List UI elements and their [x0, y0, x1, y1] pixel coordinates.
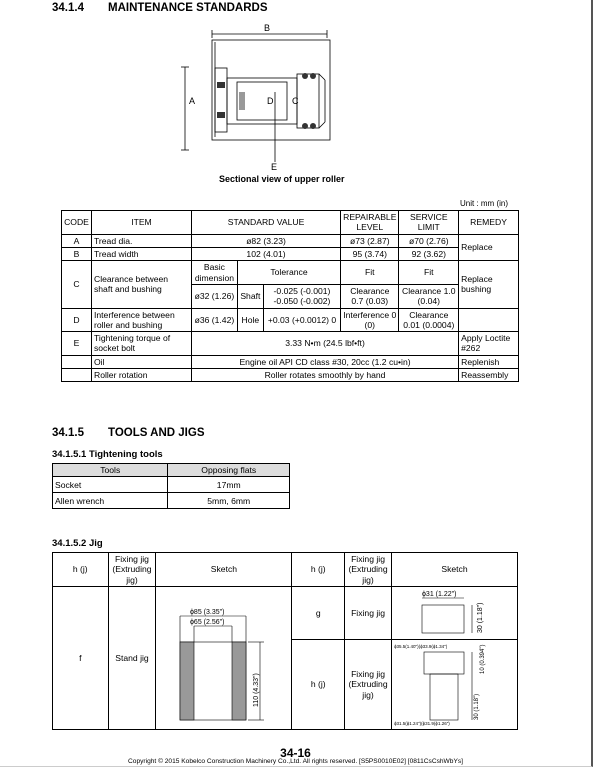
jig-h-sketch [391, 640, 517, 729]
th-code: CODE [62, 211, 92, 235]
h-dim-30: 30 (1.18") [473, 694, 480, 721]
th-jig-2: Fixing jig (Extruding jig) [345, 553, 392, 587]
row-oil-item: Oil [91, 355, 191, 368]
row-d-tol: +0.03 (+0.0012) 0 [263, 308, 340, 332]
tool-allen-flats: 5mm, 6mm [168, 493, 290, 509]
page-number: 34-16 [280, 746, 311, 760]
row-b-std: 102 (4.01) [191, 247, 340, 260]
jig-g-symbol: g [292, 586, 345, 639]
label-d: D [267, 96, 274, 106]
th-sketch-2: Sketch [391, 553, 517, 587]
th-jig-1: Fixing jig (Extruding jig) [108, 553, 156, 587]
row-c-item: Clearance between shaft and bushing [91, 261, 191, 308]
g-dim-30: 30 (1.18") [476, 602, 484, 633]
unit-note: Unit : mm (in) [460, 199, 508, 208]
row-c-code: C [62, 261, 92, 308]
figure-caption: Sectional view of upper roller [219, 174, 345, 184]
row-d-svc: Clearance 0.01 (0.0004) [399, 308, 459, 332]
f-dim-110: 110 (4.33") [253, 672, 261, 707]
th-remedy: REMEDY [459, 211, 519, 235]
row-e-std: 3.33 N•m (24.5 lbf•ft) [191, 332, 458, 356]
label-c: C [292, 96, 299, 106]
row-a-code: A [62, 234, 92, 247]
section-heading-34-1-4: 34.1.4 MAINTENANCE STANDARDS [52, 2, 268, 14]
jig-f-name: Stand jig [108, 586, 156, 729]
label-b: B [264, 23, 271, 33]
basic-label: Basic dimension [191, 261, 237, 285]
jig-g-sketch [391, 586, 517, 639]
row-c-remedy: Replace bushing [459, 261, 519, 308]
h-dim-top: ϕ35.5(1.40")(ϕ33.9(ϕ1.34") [393, 644, 448, 650]
row-d-item: Interference between roller and bushing [91, 308, 191, 332]
row-d-basic: ø36 (1.42) [191, 308, 237, 332]
h-dim-bottom: ϕ31.5(ϕ1.24")(ϕ31.9(ϕ1.26") [393, 721, 450, 727]
row-oil-std: Engine oil API CD class #30, 20cc (1.2 cu•in) [191, 355, 458, 368]
row-b-rep: 95 (3.74) [341, 247, 399, 260]
th-tools: Tools [53, 464, 168, 477]
row-rot-item: Roller rotation [91, 369, 191, 382]
remedy-ab: Replace [459, 234, 519, 261]
label-a: A [189, 96, 196, 106]
th-item: ITEM [91, 211, 191, 235]
fit-label-1: Fit [341, 261, 399, 285]
th-standard: STANDARD VALUE [191, 211, 340, 235]
row-b-svc: 92 (3.62) [399, 247, 459, 260]
section-heading-34-1-5: 34.1.5 TOOLS AND JIGS [52, 427, 205, 439]
th-sketch-1: Sketch [156, 553, 292, 587]
th-opposing-flats: Opposing flats [168, 464, 290, 477]
copyright: Copyright © 2015 Kobelco Construction Machinery Co.,Ltd. All rights reserved. [S5PS0010E02] [0811CsCshWbYs] [128, 758, 463, 765]
row-b-item: Tread width [91, 247, 191, 260]
tolerance-label: Tolerance [237, 261, 340, 285]
th-symbol-1: h (j) [53, 553, 109, 587]
jig-title: 34.1.5.2 Jig [52, 538, 103, 549]
row-a-std: ø82 (3.23) [191, 234, 340, 247]
row-a-rep: ø73 (2.87) [341, 234, 399, 247]
row-oil-code [62, 355, 92, 368]
row-rot-remedy: Reassembly [459, 369, 519, 382]
row-c-rep: Clearance 0.7 (0.03) [341, 284, 399, 308]
jig-table [52, 552, 518, 730]
g-dim-31: ϕ31 (1.22") [421, 590, 457, 598]
tool-socket-flats: 17mm [168, 477, 290, 493]
row-d-remedy [459, 308, 519, 332]
row-oil-remedy: Replenish [459, 355, 519, 368]
row-d-rep: Interference 0 (0) [341, 308, 399, 332]
f-dim-85: ϕ85 (3.35") [190, 608, 225, 616]
jig-h-name: Fixing jig (Extruding jig) [345, 640, 392, 729]
jig-g-name: Fixing jig [345, 586, 392, 639]
th-symbol-2: h (j) [292, 553, 345, 587]
th-service: SERVICE LIMIT [399, 211, 459, 235]
fit-label-2: Fit [399, 261, 459, 285]
tool-socket: Socket [53, 477, 168, 493]
row-a-item: Tread dia. [91, 234, 191, 247]
row-c-shaft: Shaft [237, 284, 263, 308]
label-e: E [271, 162, 278, 172]
row-c-svc: Clearance 1.0 (0.04) [399, 284, 459, 308]
h-dim-10: 10 (0.394") [479, 644, 486, 675]
tightening-tools-table [52, 463, 290, 509]
row-a-svc: ø70 (2.76) [399, 234, 459, 247]
row-e-item: Tightening torque of socket bolt [91, 332, 191, 356]
upper-roller-section-drawing [175, 22, 365, 172]
tightening-tools-title: 34.1.5.1 Tightening tools [52, 449, 163, 460]
row-d-code: D [62, 308, 92, 332]
tool-allen: Allen wrench [53, 493, 168, 509]
jig-h-symbol: h (j) [292, 640, 345, 729]
jig-f-sketch [156, 586, 292, 729]
row-e-code: E [62, 332, 92, 356]
row-rot-code [62, 369, 92, 382]
stand-jig-sketch [156, 592, 291, 722]
row-b-code: B [62, 247, 92, 260]
row-c-basic: ø32 (1.26) [191, 284, 237, 308]
jig-f-symbol: f [53, 586, 109, 729]
maintenance-standards-table [61, 210, 519, 382]
f-dim-65: ϕ65 (2.56") [190, 618, 225, 626]
row-e-remedy: Apply Loctite #262 [459, 332, 519, 356]
row-rot-std: Roller rotates smoothly by hand [191, 369, 458, 382]
row-d-hole: Hole [237, 308, 263, 332]
th-repairable: REPAIRABLE LEVEL [341, 211, 399, 235]
fixing-jig-sketch [392, 587, 517, 637]
row-c-tol: -0.025 (-0.001) -0.050 (-0.002) [263, 284, 340, 308]
extruding-jig-sketch [392, 640, 517, 726]
